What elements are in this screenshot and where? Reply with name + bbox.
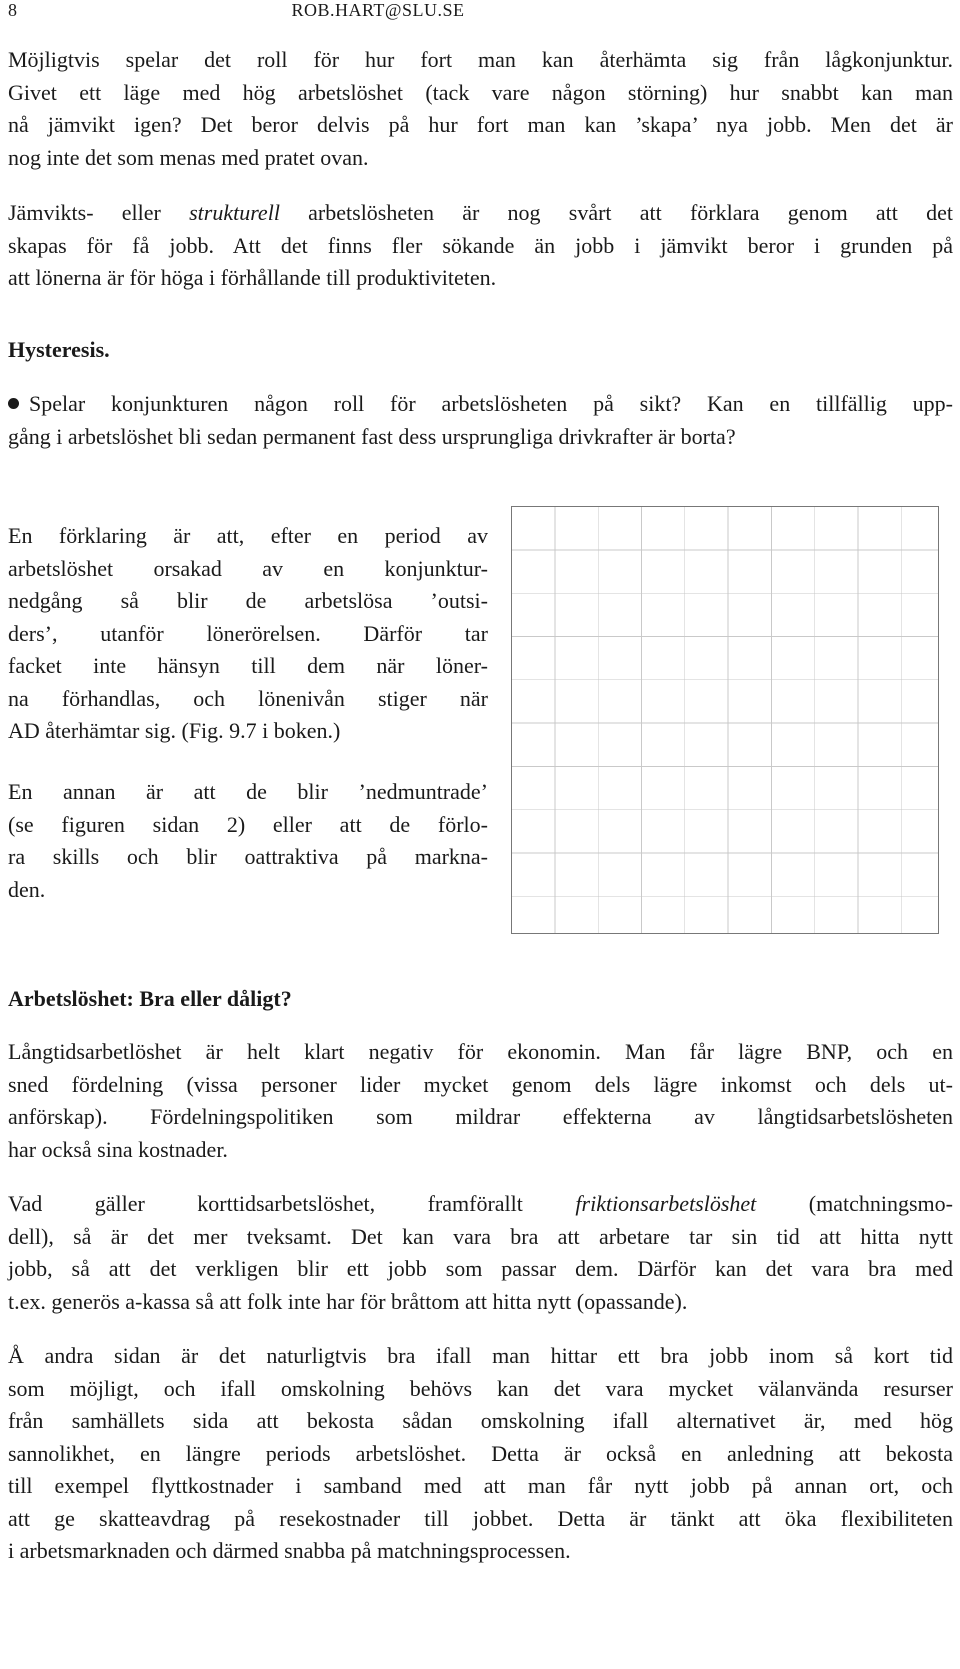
page-number: 8 bbox=[8, 0, 17, 20]
author-email: ROB.HART@SLU.SE bbox=[291, 0, 465, 20]
paragraph-longterm bbox=[8, 1036, 953, 1166]
text-line: dell), så är det mer tveksamt. Det kan vara bra att arbetare tar sin tid att hitta nytt bbox=[8, 1223, 953, 1249]
text-line: t.ex. generös a-kassa så att folk inte har för bråttom att hitta nytt (opassande). bbox=[8, 1288, 688, 1314]
text-line: Långtidsarbetlöshet är helt klart negativ för ekonomin. Man får lägre BNP, och en bbox=[8, 1039, 953, 1064]
text-line: till exempel flyttkostnader i samband med att man får nytt jobb på annan ort, och bbox=[8, 1473, 953, 1498]
paragraph-otherside bbox=[8, 1340, 953, 1568]
text-span: arbetslösheten är nog svårt att förklara genom att det bbox=[279, 200, 953, 225]
text-line: ders’, utanför lönerörelsen. Därför tar bbox=[8, 620, 488, 646]
text-line: i arbetsmarknaden och därmed snabba på matchningsprocessen. bbox=[8, 1538, 571, 1563]
text-line: skapas för få jobb. Att det finns fler sökande än jobb i jämvikt beror i grunden på bbox=[8, 232, 953, 258]
text-line: nå jämvikt igen? Det beror delvis på hur fort man kan ’skapa’ nya jobb. Men det är bbox=[8, 112, 953, 137]
text-line: som möjligt, och ifall omskolning behövs kan det vara mycket välanvända resurser bbox=[8, 1375, 953, 1401]
text-line bbox=[8, 388, 953, 421]
text-line: En förklaring är att, efter en period av bbox=[8, 523, 488, 548]
paragraph-frictional bbox=[8, 1188, 953, 1318]
text-line bbox=[8, 1188, 953, 1221]
text-line: arbetslöshet orsakad av en konjunktur- bbox=[8, 555, 488, 581]
text-line: anförskap). Fördelningspolitiken som mildrar effekterna av långtidsarbetslösheten bbox=[8, 1104, 953, 1129]
text-line: (se figuren sidan 2) eller att de förlo- bbox=[8, 811, 488, 837]
text-line: nedgång så blir de arbetslösa ’outsi- bbox=[8, 588, 488, 613]
bullet-icon bbox=[8, 398, 19, 409]
text-line: har också sina kostnader. bbox=[8, 1136, 228, 1162]
bullet-item bbox=[8, 388, 953, 453]
text-span: Jämvikts- eller bbox=[8, 200, 190, 225]
text-line: AD återhämtar sig. (Fig. 9.7 i boken.) bbox=[8, 718, 341, 743]
text-line: gång i arbetslöshet bli sedan permanent fast dess ursprungliga drivkrafter är borta? bbox=[8, 423, 736, 449]
text-line: En annan är att de blir ’nedmuntrade’ bbox=[8, 779, 488, 804]
text-line: jobb, så att det verkligen blir ett jobb som passar dem. Därför kan det vara bra med bbox=[8, 1256, 953, 1281]
text-line: från samhällets sida att bekosta sådan omskolning ifall alternativet är, med hög bbox=[8, 1408, 953, 1433]
text-span: Vad gäller korttidsarbetslöshet, framförallt bbox=[8, 1191, 576, 1216]
empty-graph-grid bbox=[511, 506, 939, 934]
paragraph-structural bbox=[8, 197, 953, 295]
emphasis-term: friktionsarbetslöshet bbox=[575, 1191, 757, 1216]
paragraph-outsiders bbox=[8, 520, 488, 748]
text-line: sannolikhet, en längre periods arbetslöshet. Detta är också en anledning att bekosta bbox=[8, 1440, 953, 1466]
text-line: Givet ett läge med hög arbetslöshet (tack vare någon störning) hur snabbt kan man bbox=[8, 79, 953, 105]
text-line: att lönerna är för höga i förhållande till produktiviteten. bbox=[8, 265, 497, 290]
text-line: Möjligtvis spelar det roll för hur fort man kan återhämta sig från lågkonjunktur. bbox=[8, 47, 953, 72]
paragraph-discouraged bbox=[8, 776, 488, 906]
text-line: na förhandlas, och lönenivån stiger när bbox=[8, 685, 488, 711]
text-line: ra skills och blir oattraktiva på markna- bbox=[8, 844, 488, 869]
paragraph-recovery bbox=[8, 44, 953, 174]
text-line bbox=[8, 197, 953, 230]
text-line: facket inte hänsyn till dem när löner- bbox=[8, 653, 488, 678]
text-line: sned fördelning (vissa personer lider mycket genom dels lägre inkomst och dels ut- bbox=[8, 1071, 953, 1097]
text-span: (matchningsmo- bbox=[756, 1191, 953, 1216]
text-span: Spelar konjunkturen någon roll för arbetslösheten på sikt? Kan en tillfällig upp- bbox=[29, 391, 953, 416]
heading-section: Arbetslöshet: Bra eller dåligt? bbox=[8, 986, 292, 1011]
text-line: den. bbox=[8, 876, 46, 902]
heading-hysteresis: Hysteresis. bbox=[8, 337, 110, 362]
text-line: att ge skatteavdrag på resekostnader till jobbet. Detta är tänkt att öka flexibiliteten bbox=[8, 1505, 953, 1531]
text-line: nog inte det som menas med pratet ovan. bbox=[8, 144, 369, 170]
emphasis-term: strukturell bbox=[189, 200, 280, 225]
page-header bbox=[8, 0, 958, 26]
text-line: Å andra sidan är det naturligtvis bra ifall man hittar ett bra jobb inom så kort tid bbox=[8, 1343, 953, 1368]
